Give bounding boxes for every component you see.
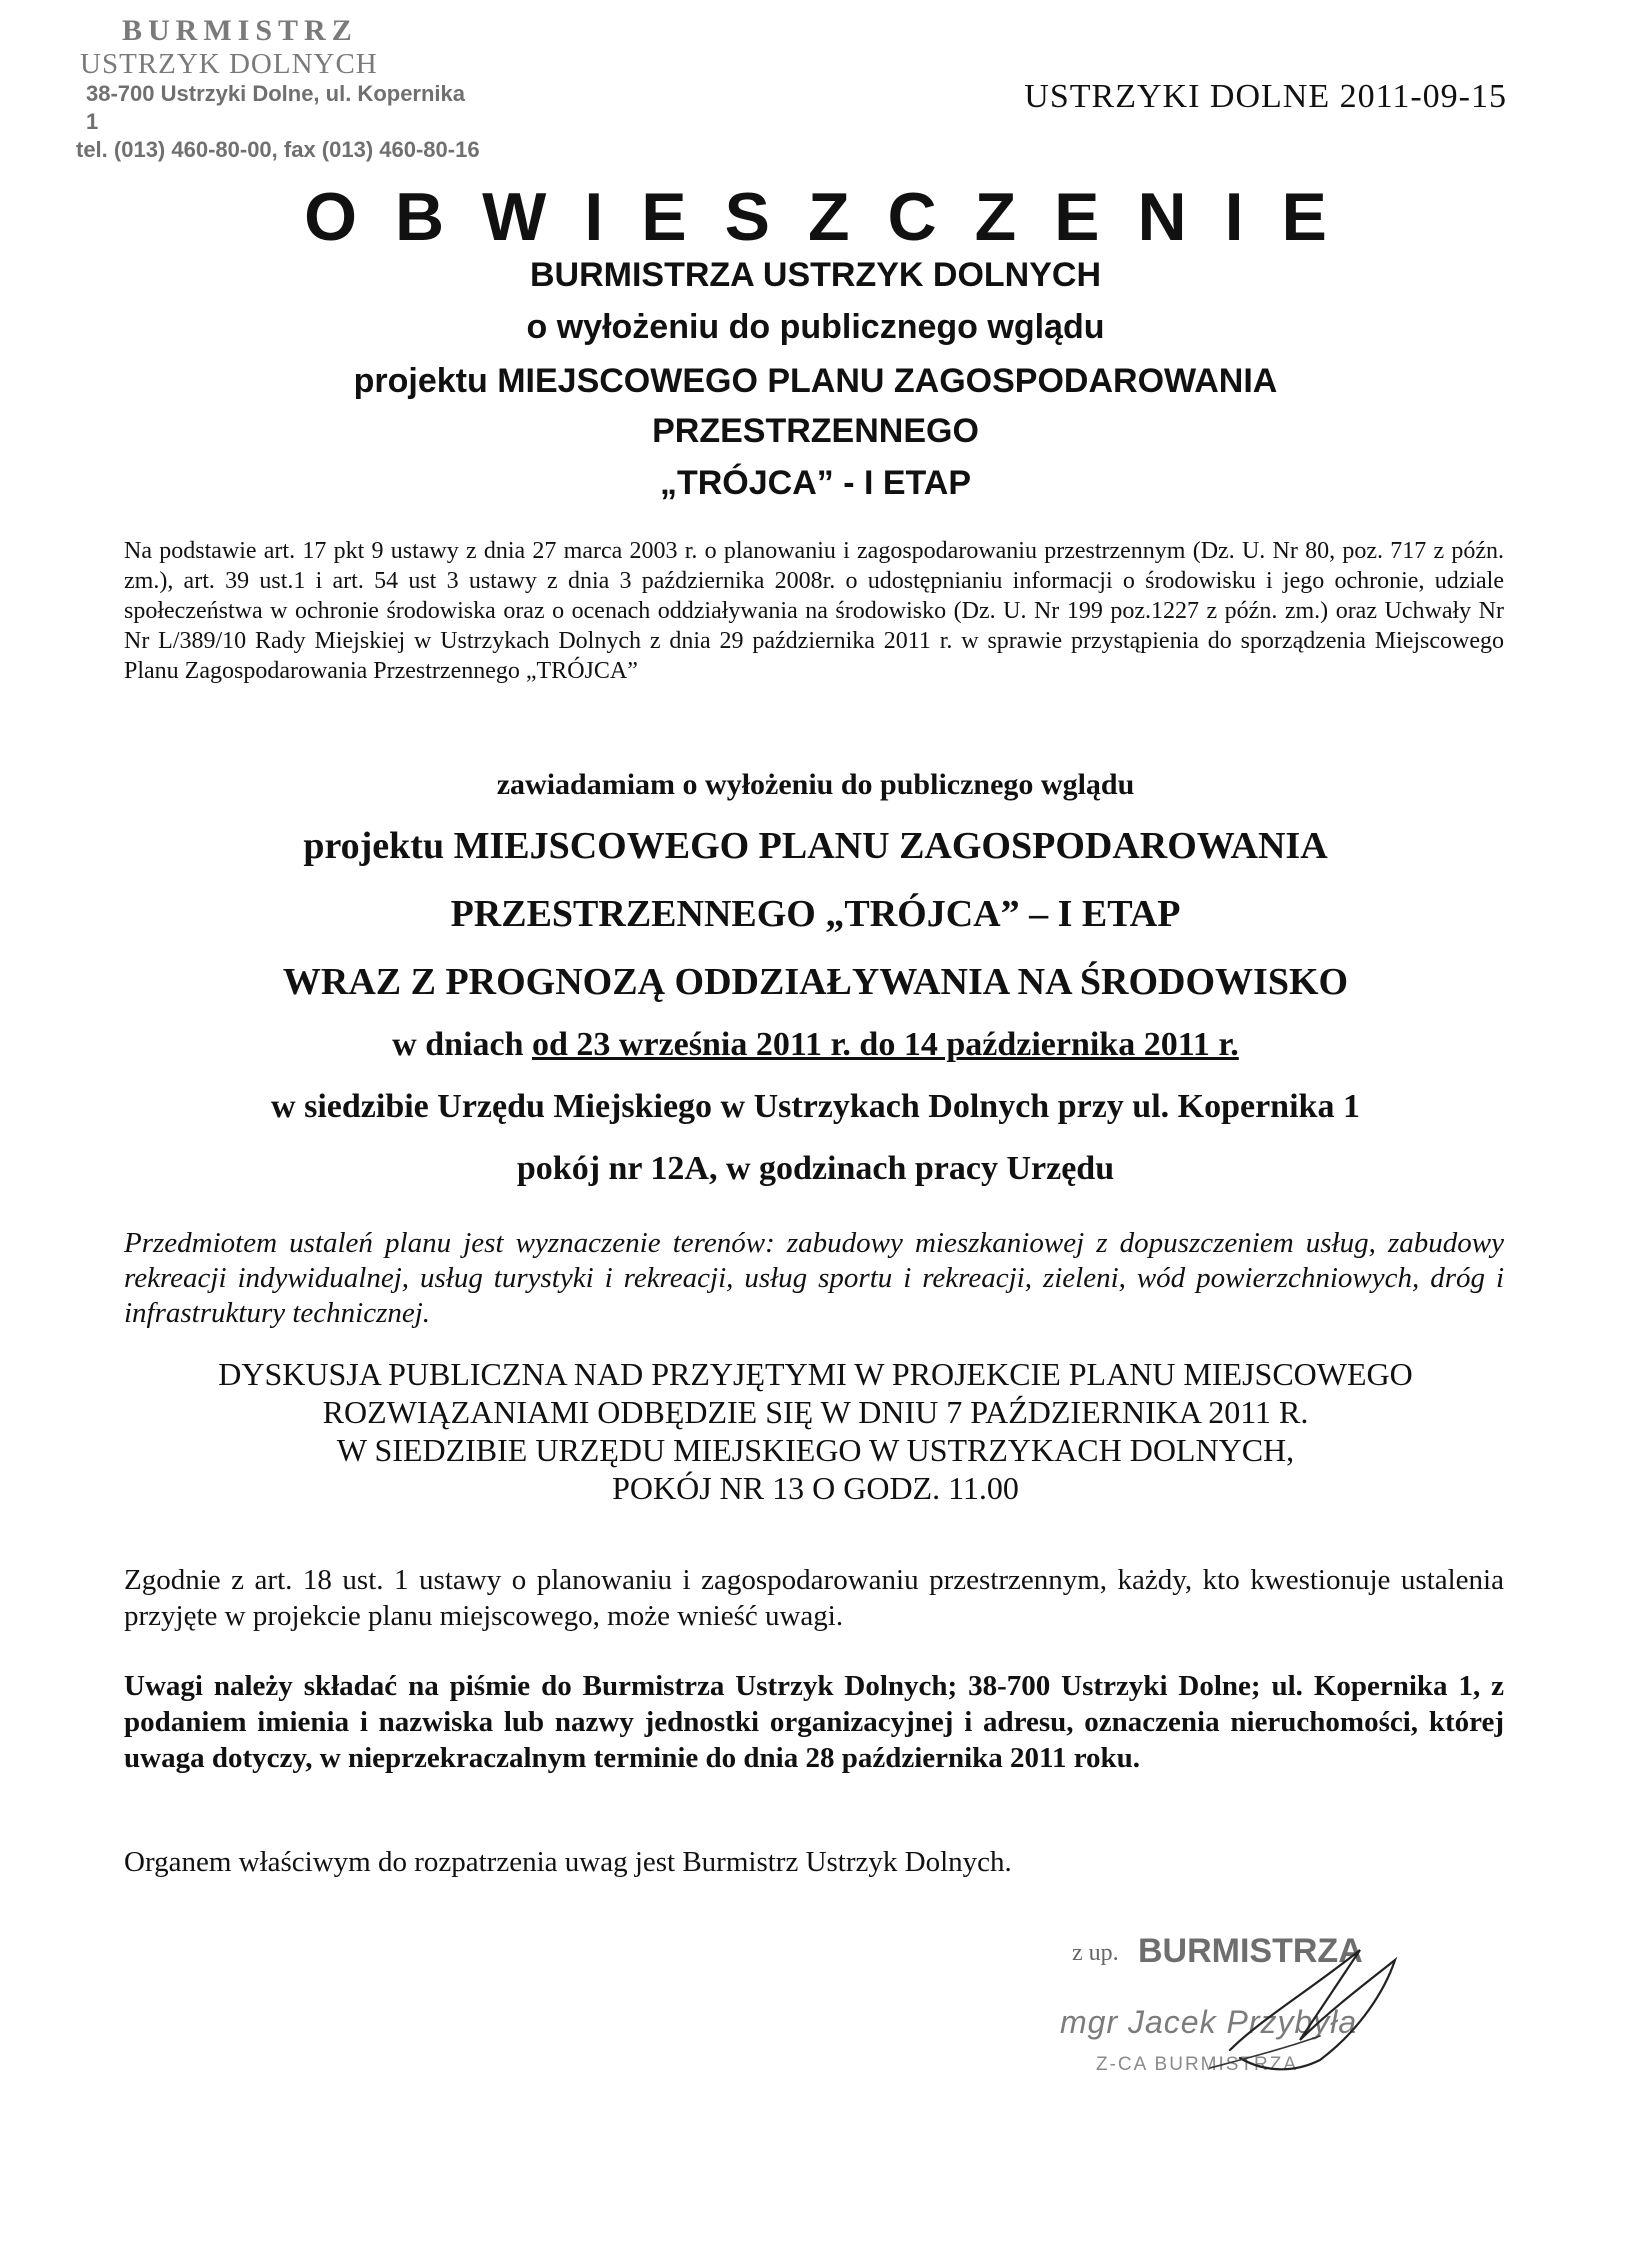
remarks-info-paragraph: Zgodnie z art. 18 ust. 1 ustawy o planowaniu i zagospodarowaniu przestrzennym, każdy, kto kwestionuje ustalenia przyjęte w projekcie planu miejscowego, może wnieść uwagi. [124, 1564, 1504, 1632]
notice-dates-prefix: w dniach [392, 1026, 532, 1063]
signature-block [1060, 1932, 1460, 2100]
notice-location: w siedzibie Urzędu Miejskiego w Ustrzykach Dolnych przy ul. Kopernika 1 [271, 1088, 1360, 1125]
document-date: USTRZYKI DOLNE 2011-09-15 [1024, 78, 1507, 115]
signature-zup: z up. [1072, 1940, 1119, 1966]
notice-intro: zawiadamiam o wyłożeniu do publicznego wglądu [496, 768, 1135, 801]
handwritten-signature-icon [1170, 1940, 1410, 2090]
notice-dates [0, 1026, 1631, 1064]
stamp-office: BURMISTRZ [122, 14, 358, 47]
title-plan-name: „TRÓJCA” - I ETAP [659, 464, 972, 502]
signature-title: BURMISTRZA [1138, 1932, 1363, 1970]
signature-role: Z-CA BURMISTRZA [1096, 2054, 1299, 2075]
remarks-submission-paragraph: Uwagi należy składać na piśmie do Burmistrza Ustrzyk Dolnych; 38-700 Ustrzyki Dolne; ul. Kopernika 1, z podaniem imienia i nazwiska lub nazwy jednostki organizacyjnej i adresu, oznaczenia nieruchomości, której uwaga dotyczy, w nieprzekraczalnym terminie do dnia 28 października 2011 roku. [124, 1670, 1504, 1774]
stamp-address: 38-700 Ustrzyki Dolne, ul. Kopernika 1 [86, 81, 466, 134]
plan-subject-paragraph: Przedmiotem ustaleń planu jest wyznaczenie terenów: zabudowy mieszkaniowej z dopuszczeniem usług, zabudowy rekreacji indywidualnej, usług turystyki i rekreacji, usług sportu i rekreacji, zieleni, wód powierzchniowych, dróg i infrastruktury technicznej. [124, 1227, 1504, 1329]
discussion-line-1: DYSKUSJA PUBLICZNA NAD PRZYJĘTYMI W PROJEKCIE PLANU MIEJSCOWEGO [218, 1356, 1413, 1392]
notice-project-cont: PRZESTRZENNEGO „TRÓJCA” – I ETAP [450, 893, 1181, 935]
stamp-town: USTRZYK DOLNYCH [80, 48, 378, 80]
signature-name: mgr Jacek Przybyła [1060, 2004, 1358, 2040]
discussion-line-3: W SIEDZIBIE URZĘDU MIEJSKIEGO W USTRZYKACH DOLNYCH, [336, 1432, 1295, 1468]
authority-paragraph: Organem właściwym do rozpatrzenia uwag jest Burmistrz Ustrzyk Dolnych. [124, 1846, 1012, 1878]
notice-room: pokój nr 12A, w godzinach pracy Urzędu [516, 1150, 1115, 1187]
title-subject: o wyłożeniu do publicznego wglądu [526, 308, 1105, 346]
title-project: projektu MIEJSCOWEGO PLANU ZAGOSPODAROWANIA [353, 362, 1278, 400]
discussion-line-4: POKÓJ NR 13 O GODZ. 11.00 [612, 1470, 1019, 1506]
notice-project: projektu MIEJSCOWEGO PLANU ZAGOSPODAROWANIA [303, 825, 1328, 867]
notice-dates-period: od 23 września 2011 r. do 14 października 2011 r. [532, 1026, 1239, 1063]
title-issuer: BURMISTRZA USTRZYK DOLNYCH [529, 256, 1102, 294]
letterhead-stamp [60, 14, 480, 164]
stamp-phone: tel. (013) 460-80-00, fax (013) 460-80-16 [76, 137, 480, 162]
discussion-line-2: ROZWIĄZANIAMI ODBĘDZIE SIĘ W DNIU 7 PAŹDZIERNIKA 2011 R. [322, 1394, 1309, 1430]
title-project-cont: PRZESTRZENNEGO [652, 412, 979, 450]
notice-forecast: WRAZ Z PROGNOZĄ ODDZIAŁYWANIA NA ŚRODOWISKO [282, 961, 1349, 1003]
document-title: OBWIESZCZENIE [304, 179, 1365, 255]
legal-basis-paragraph: Na podstawie art. 17 pkt 9 ustawy z dnia 27 marca 2003 r. o planowaniu i zagospodarowaniu przestrzennym (Dz. U. Nr 80, poz. 717 z późn. zm.), art. 39 ust.1 i art. 54 ust 3 ustawy z dnia 3 października 2008r. o udostępnianiu informacji o środowisku i jego ochronie, udziale społeczeństwa w ochronie środowiska oraz o ocenach oddziaływania na środowisko (Dz. U. Nr 199 poz.1227 z późn. zm.) oraz Uchwały Nr Nr L/389/10 Rady Miejskiej w Ustrzykach Dolnych z dnia 29 października 2011 r. w sprawie przystąpienia do sporządzenia Miejscowego Planu Zagospodarowania Przestrzennego „TRÓJCA” [124, 538, 1504, 684]
